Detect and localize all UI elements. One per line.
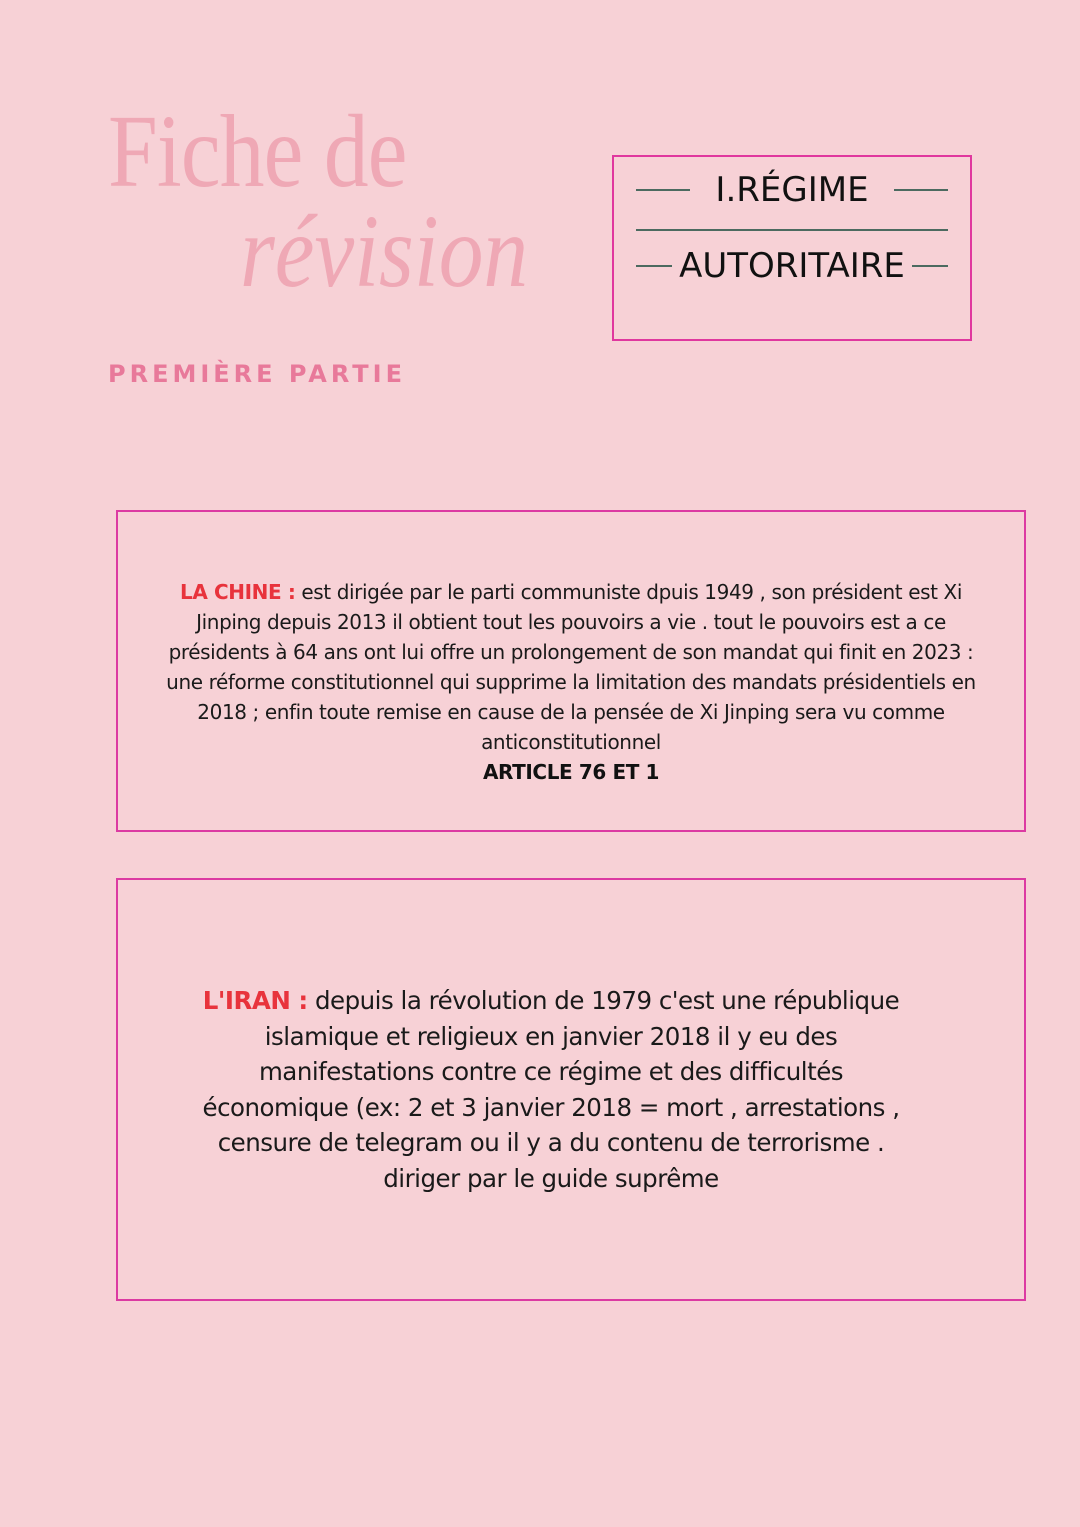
section-heading-title: AUTORITAIRE: [679, 246, 905, 286]
china-article-reference: ARTICLE 76 ET 1: [482, 760, 660, 784]
page-subtitle: PREMIÈRE PARTIE: [108, 360, 406, 388]
decorative-rule-right: [912, 265, 948, 267]
china-body: est dirigée par le parti communiste dpuis 1949 , son président est Xi Jinping depuis 2013 il obtient tout les pouvoirs a vie . tout le pouvoirs est a ce présidents à 64 ans ont lui offre un prolongement de son mandat qui finit en 2023 : une réforme constitutionnel qui supprime la limitation des mandats présidentiels en 2018 ; enfin toute remise en cause de la pensée de Xi Jinping sera vu comme anticonstitutionnel: [166, 580, 976, 754]
section-heading-box: [612, 155, 972, 341]
decorative-divider: [636, 229, 948, 231]
china-keyword: LA CHINE :: [180, 580, 296, 604]
iran-note-box: [116, 878, 1026, 1301]
iran-note-text: [201, 983, 901, 1196]
page-title-line1: Fiche de: [108, 94, 407, 209]
section-heading-number: I.RÉGIME: [715, 170, 869, 210]
iran-keyword: L'IRAN :: [202, 986, 308, 1015]
china-note-text: [161, 577, 981, 787]
section-heading-row-2: [636, 246, 948, 286]
decorative-rule-left: [636, 189, 690, 191]
decorative-rule-left: [636, 265, 672, 267]
china-note-box: [116, 510, 1026, 832]
page-title-line2: révision: [240, 194, 529, 309]
iran-body: depuis la révolution de 1979 c'est une république islamique et religieux en janvier 2018 il y eu des manifestations contre ce régime et des difficultés économique (ex: 2 et 3 janvier 2018 = mort , arrestations , censure de telegram ou il y a du contenu de terrorisme . diriger par le guide suprême: [202, 986, 900, 1193]
decorative-rule-right: [894, 189, 948, 191]
section-heading-row-1: [636, 170, 948, 210]
